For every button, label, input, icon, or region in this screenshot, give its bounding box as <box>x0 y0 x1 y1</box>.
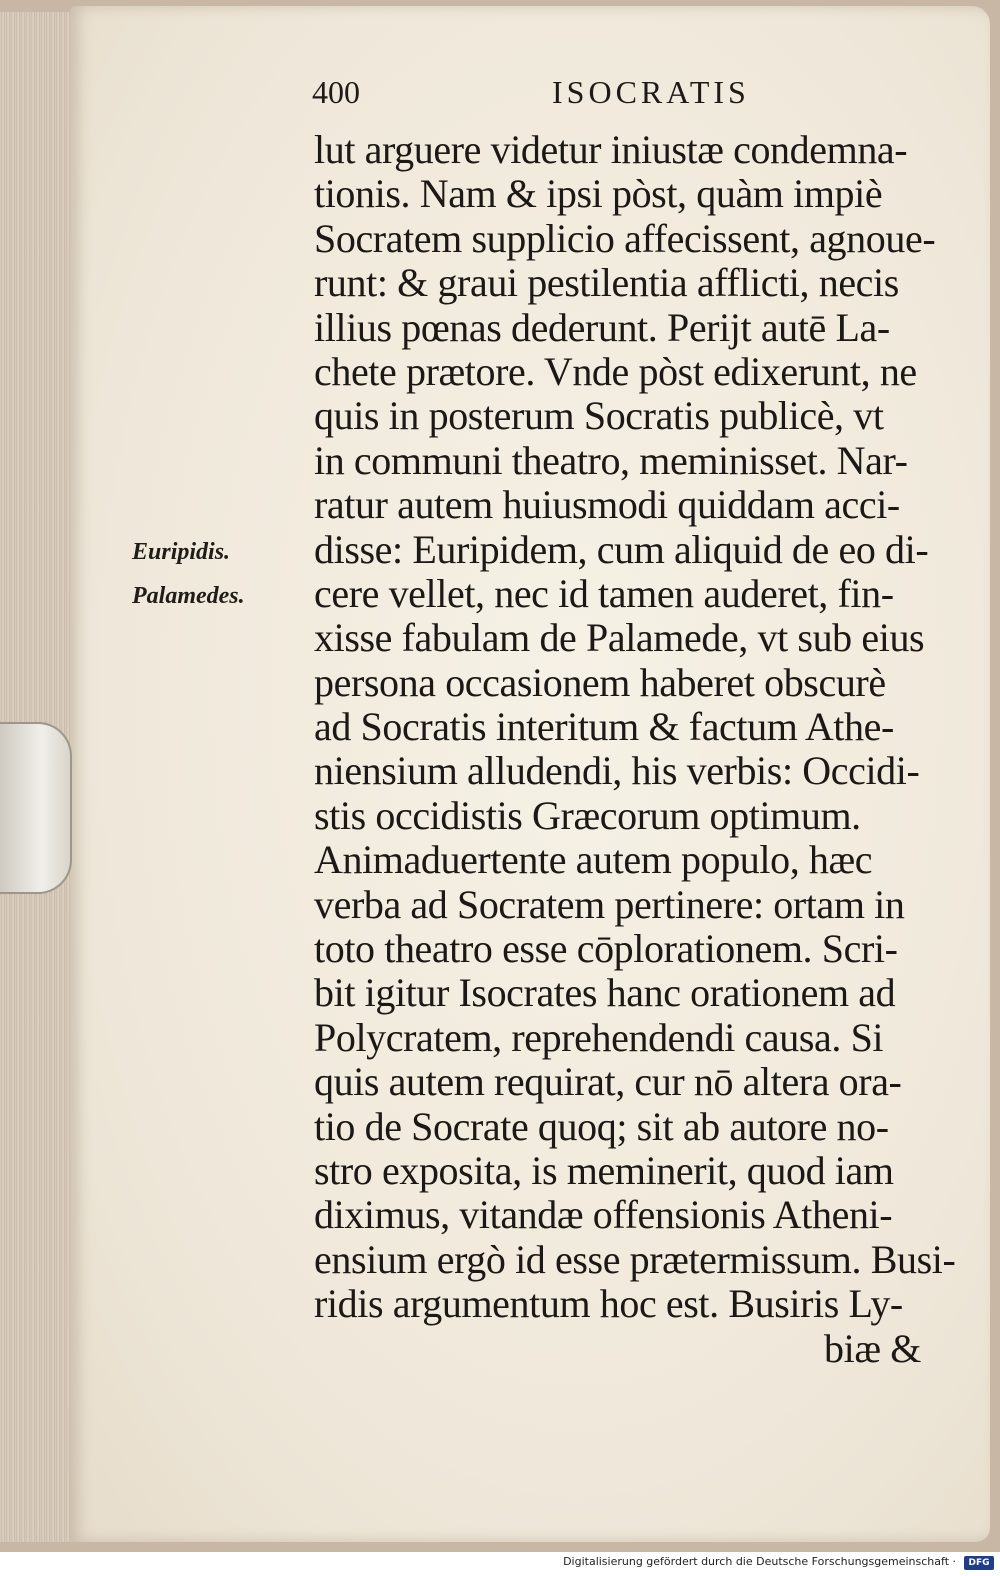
text-line: ridis argumentum hoc est. Busiris Ly- <box>314 1281 903 1327</box>
page-clip <box>0 722 72 894</box>
text-line: disse: Euripidem, cum aliquid de eo di- <box>314 526 929 572</box>
text-line: ensium ergò id esse prætermissum. Busi- <box>314 1236 956 1282</box>
text-line: persona occasionem haberet obscurè <box>314 659 886 705</box>
page-header <box>312 70 962 114</box>
body-text <box>314 128 974 1371</box>
text-line: bit igitur Isocrates hanc orationem ad <box>314 970 896 1016</box>
text-line: cere vellet, nec id tamen auderet, fin- <box>314 570 894 616</box>
text-line: in communi theatro, meminisset. Nar- <box>314 437 908 483</box>
text-line: quis in posterum Socratis publicè, vt <box>314 393 884 439</box>
text-line: Polycratem, reprehendendi causa. Si <box>314 1014 884 1060</box>
text-line: quis autem requirat, cur nō altera ora- <box>314 1059 902 1105</box>
text-line: xisse fabulam de Palamede, vt sub eius <box>314 615 925 661</box>
dfg-logo-text: DFG <box>968 1558 990 1568</box>
text-line: ad Socratis interitum & factum Athe- <box>314 704 894 750</box>
marginal-notes <box>132 530 302 619</box>
text-line: Animaduertente autem populo, hæc <box>314 837 873 883</box>
dfg-logo <box>964 1556 994 1570</box>
text-line: Socratem supplicio affecissent, agnoue- <box>314 215 936 261</box>
running-title: ISOCRATIS <box>552 74 750 110</box>
text-line: diximus, vitandæ offensionis Atheni- <box>314 1192 893 1238</box>
footer-bar <box>0 1552 1000 1576</box>
text-line: lut arguere videtur iniustæ condemna- <box>314 127 908 172</box>
marginal-note-euripidis: Euripidis. <box>132 539 231 565</box>
text-line: runt: & graui pestilentia afflicti, necis <box>314 260 899 306</box>
text-line: illius pœnas dederunt. Perijt autē La- <box>314 304 890 350</box>
text-line: stro exposita, is meminerit, quod iam <box>314 1147 894 1193</box>
text-line: tionis. Nam & ipsi pòst, quàm impiè <box>314 171 883 217</box>
funding-credit: Digitalisierung gefördert durch die Deutsche Forschungsgemeinschaft · <box>563 1555 956 1568</box>
text-line: chete prætore. Vnde pòst edixerunt, ne <box>314 348 917 394</box>
text-line: stis occidistis Græcorum optimum. <box>314 792 861 838</box>
text-line: niensium alludendi, his verbis: Occidi- <box>314 748 920 794</box>
text-line: toto theatro esse cōplorationem. Scri- <box>314 926 898 972</box>
text-line: tio de Socrate quoq; sit ab autore no- <box>314 1103 889 1149</box>
page-number: 400 <box>312 74 360 110</box>
text-line: ratur autem huiusmodi quiddam acci- <box>314 482 900 528</box>
marginal-note-palamedes: Palamedes. <box>132 583 245 610</box>
text-line: verba ad Socratem pertinere: ortam in <box>314 881 905 927</box>
text-line: biæ & <box>824 1325 921 1371</box>
